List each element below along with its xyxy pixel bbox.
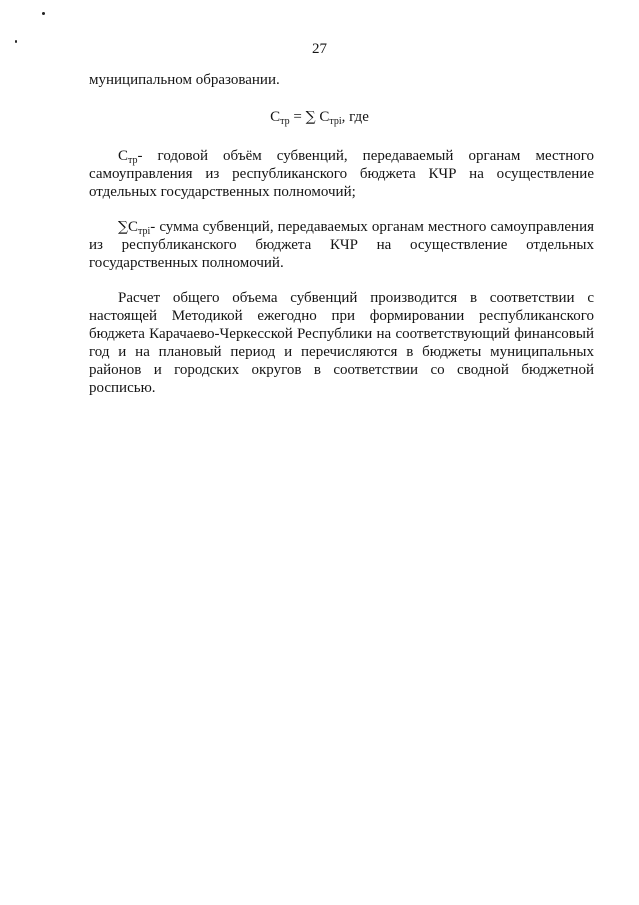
formula-lhs: С	[270, 109, 281, 125]
definition-sep: -	[150, 219, 160, 235]
definition-symbol: С	[118, 148, 129, 164]
definition-text: сумма субвенций, передаваемых органам местного самоуправления из республиканского бюджета КЧР на осуществление отдельных государственных полномочий.	[89, 219, 595, 271]
definition-sep: -	[137, 148, 158, 164]
definition-text: годовой объём субвенций, передаваемый органам местного самоуправления из республиканского бюджета КЧР на осуществление отдельных государственных полномочий;	[89, 148, 594, 200]
definition-symbol-sub: трi	[138, 226, 151, 237]
scan-speck	[42, 12, 45, 15]
intro-line: муниципальном образовании.	[89, 72, 280, 88]
definition-ctr	[89, 147, 594, 201]
formula-rhs: С	[319, 109, 330, 125]
calculation-paragraph: Расчет общего объема субвенций производится в соответствии с настоящей Методикой ежегодно при формировании республиканского бюджета Карачаево-Черкесской Республики на соответствующий финансовый год и на плановый период и перечисляются в бюджеты муниципальных районов и городских округов в соответствии со сводной бюджетной росписью.	[89, 290, 594, 396]
definition-symbol-sub: тр	[128, 155, 138, 166]
sum-symbol: ∑	[305, 109, 316, 125]
formula-eq: =	[289, 109, 306, 125]
page-number: 27	[312, 41, 327, 57]
formula-rhs-sub: трi	[329, 116, 342, 127]
formula-lhs-sub: тр	[280, 116, 290, 127]
sum-symbol: ∑	[118, 219, 128, 235]
formula-tail: , где	[341, 109, 369, 125]
definition-symbol: С	[128, 219, 139, 235]
definition-sum-ctri	[89, 218, 594, 272]
formula	[0, 109, 639, 126]
